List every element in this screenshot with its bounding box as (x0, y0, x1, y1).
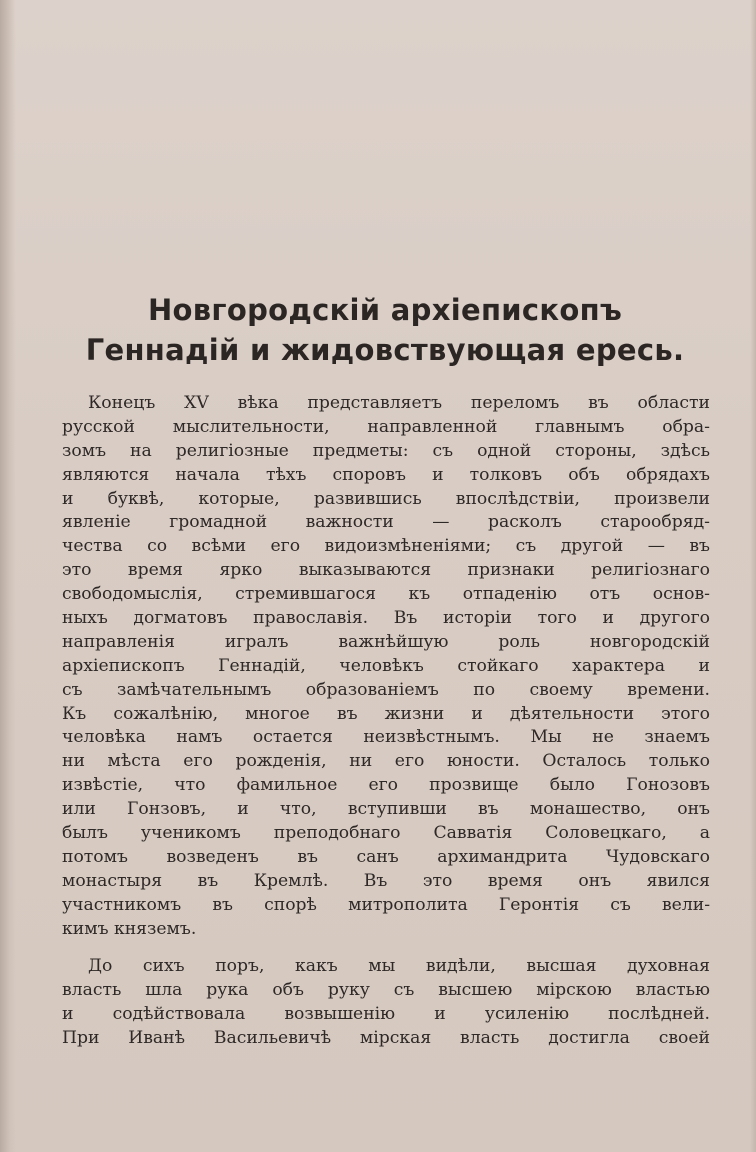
text-line: и буквѣ, которые, развившись впослѣдствіи, произвели (62, 488, 710, 509)
text-line: Къ сожалѣнію, многое въ жизни и дѣятельности этого (62, 703, 710, 724)
text-line: архіепископъ Геннадій, человѣкъ стойкаго характера и (62, 655, 710, 676)
paragraph-1 (62, 392, 710, 941)
chapter-title-line-2: Геннадій и жидовствующая ересь. (85, 333, 685, 367)
text-line: кимъ княземъ. (62, 918, 197, 939)
text-line: и содѣйствовала возвышенію и усиленію послѣдней. (62, 1004, 710, 1025)
paragraph-2 (62, 955, 710, 1051)
text-line: извѣстіе, что фамильное его прозвище было Гонозовъ (62, 775, 710, 796)
page-edge (750, 0, 756, 1152)
text-line: ныхъ догматовъ православія. Въ исторіи того и другого (62, 608, 710, 629)
text-line: былъ ученикомъ преподобнаго Савватія Соловецкаго, а (62, 823, 710, 844)
page-binding-shadow (0, 0, 16, 1152)
text-line: свободомыслія, стремившагося къ отпаденію отъ основ- (62, 584, 710, 605)
text-line: являются начала тѣхъ споровъ и толковъ объ обрядахъ (62, 464, 710, 485)
paragraph-gap (62, 941, 710, 955)
text-line: русской мыслительности, направленной главнымъ обра- (62, 416, 710, 437)
text-line: ни мѣста его рожденія, ни его юности. Осталось только (62, 751, 710, 772)
text-line: направленія игралъ важнѣйшую роль новгородскій (62, 631, 710, 652)
text-line: При Иванѣ Васильевичѣ мірская власть достигла своей (62, 1028, 710, 1049)
text-line: или Гонзовъ, и что, вступивши въ монашество, онъ (62, 799, 710, 820)
text-line: явленіе громадной важности — расколъ старообряд- (62, 512, 710, 533)
text-line: До сихъ поръ, какъ мы видѣли, высшая духовная (88, 956, 710, 977)
text-line: потомъ возведенъ въ санъ архимандрита Чудовскаго (62, 846, 710, 867)
text-line: это время ярко выказываются признаки религіознаго (62, 560, 710, 581)
text-line: человѣка намъ остается неизвѣстнымъ. Мы не знаемъ (62, 727, 710, 748)
body-text (62, 392, 710, 1051)
text-line: власть шла рука объ руку съ высшею мірскою властью (62, 980, 710, 1001)
text-line: зомъ на религіозные предметы: съ одной стороны, здѣсь (62, 440, 710, 461)
text-line: монастыря въ Кремлѣ. Въ это время онъ явился (62, 870, 710, 891)
chapter-title-line-1: Новгородскій архіепископъ (147, 293, 623, 327)
text-line: чества со всѣми его видоизмѣненіями; съ другой — въ (62, 536, 710, 557)
text-line: участникомъ въ спорѣ митрополита Геронтія съ вели- (62, 894, 710, 915)
text-line: съ замѣчательнымъ образованіемъ по своему времени. (62, 679, 710, 700)
text-line: Конецъ XV вѣка представляетъ переломъ въ области (88, 393, 710, 413)
